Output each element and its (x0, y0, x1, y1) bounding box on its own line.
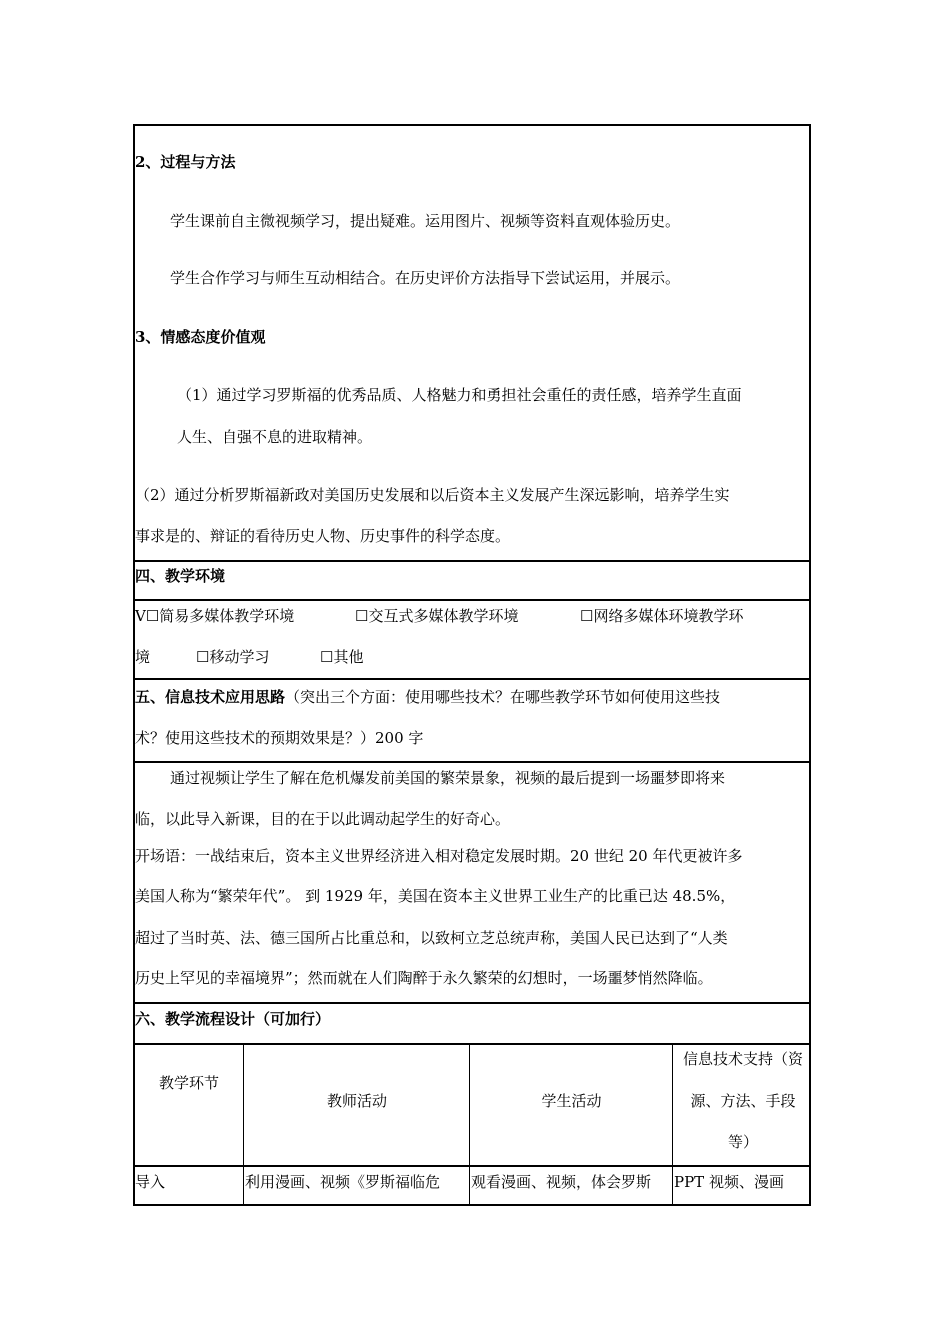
paragraph: 历史上罕见的幸福境界”；然而就在人们陶醉于永久繁荣的幻想时，一场噩梦悄然降临。 (135, 969, 713, 987)
column-divider (243, 1044, 244, 1206)
row-divider (133, 599, 811, 601)
heading-emotions-values: 3、情感态度价值观 (135, 328, 266, 346)
cell-teacher: 利用漫画、视频《罗斯福临危 (245, 1173, 441, 1191)
heading-teaching-flow: 六、教学流程设计（可加行） (135, 1010, 331, 1028)
heading-it-note: （突出三个方面：使用哪些技术？在哪些教学环节如何使用这些技 (285, 688, 721, 706)
option-simple-multimedia: V☐简易多媒体教学环境 (135, 607, 295, 625)
col-header-it: 信息技术支持（资 (682, 1050, 803, 1068)
option-mobile-learning: ☐移动学习 (196, 648, 270, 666)
heading-it-application (135, 687, 720, 707)
option-interactive-multimedia: ☐交互式多媒体教学环境 (355, 607, 519, 625)
paragraph: 临，以此导入新课，目的在于以此调动起学生的好奇心。 (135, 810, 511, 828)
paragraph: （1）通过学习罗斯福的优秀品质、人格魅力和勇担社会重任的责任感，培养学生直面 (177, 386, 742, 404)
column-divider (672, 1044, 673, 1206)
row-divider (133, 560, 811, 562)
col-header-it: 等） (727, 1133, 758, 1151)
paragraph: 事求是的、辩证的看待历史人物、历史事件的科学态度。 (135, 527, 511, 545)
row-divider (133, 1043, 811, 1045)
paragraph: 学生课前自主微视频学习，提出疑难。运用图片、视频等资料直观体验历史。 (170, 212, 681, 230)
paragraph: 学生合作学习与师生互动相结合。在历史评价方法指导下尝试运用，并展示。 (170, 269, 681, 287)
heading-teaching-environment: 四、教学环境 (135, 567, 226, 585)
heading-process-methods: 2、过程与方法 (135, 153, 236, 171)
row-divider (133, 1165, 811, 1167)
row-divider (133, 1002, 811, 1004)
column-divider (469, 1044, 470, 1206)
col-header-student: 学生活动 (541, 1092, 602, 1110)
cell-stage: 导入 (135, 1173, 166, 1191)
paragraph: 开场语：一战结束后，资本主义世界经济进入相对稳定发展时期。20 世纪 20 年代更被许多 (135, 847, 743, 865)
option-network-multimedia-cont: 境 (135, 648, 151, 666)
heading-it-note-line2: 术？使用这些技术的预期效果是？）200 字 (135, 729, 424, 747)
cell-student: 观看漫画、视频，体会罗斯 (471, 1173, 652, 1191)
paragraph: 通过视频让学生了解在危机爆发前美国的繁荣景象，视频的最后提到一场噩梦即将来 (170, 769, 726, 787)
paragraph: 美国人称为“繁荣年代”。 到 1929 年，美国在资本主义世界工业生产的比重已达 48.5%， (135, 887, 736, 905)
paragraph: 超过了当时英、法、德三国所占比重总和，以致柯立芝总统声称，美国人民已达到了“人类 (135, 929, 728, 947)
col-header-stage: 教学环节 (158, 1074, 219, 1092)
option-other: ☐其他 (320, 648, 364, 666)
paragraph: （2）通过分析罗斯福新政对美国历史发展和以后资本主义发展产生深远影响，培养学生实 (135, 486, 730, 504)
cell-it: PPT 视频、漫画 (674, 1173, 784, 1191)
col-header-it: 源、方法、手段 (690, 1092, 796, 1110)
paragraph: 人生、自强不息的进取精神。 (177, 428, 373, 446)
row-divider (133, 678, 811, 680)
option-network-multimedia: ☐网络多媒体环境教学环 (580, 607, 744, 625)
heading-it-bold: 五、信息技术应用思路 (135, 688, 286, 706)
row-divider (133, 761, 811, 763)
col-header-teacher: 教师活动 (326, 1092, 387, 1110)
